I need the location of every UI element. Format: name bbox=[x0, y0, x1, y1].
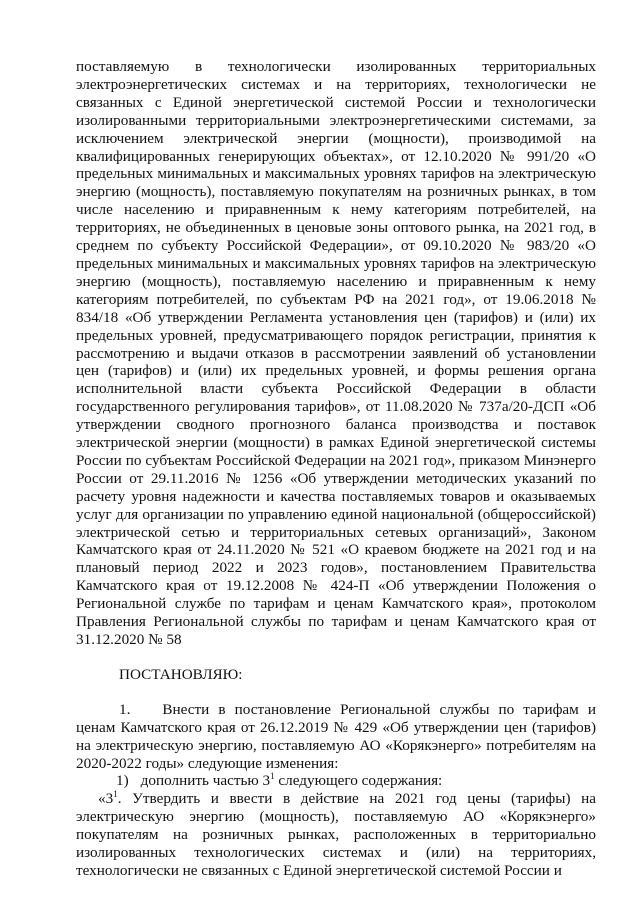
document-page bbox=[76, 58, 596, 880]
subitem-1-text-after: следующего содержания: bbox=[274, 772, 443, 790]
subitem-1-number: 1) bbox=[116, 772, 129, 790]
item-1-number: 1. bbox=[119, 700, 131, 718]
decree-heading: ПОСТАНОВЛЯЮ: bbox=[119, 665, 243, 683]
subitem-1-paragraph bbox=[76, 772, 596, 790]
quoted-part-superscript: 1 bbox=[113, 789, 118, 800]
quoted-part-open: «3 bbox=[98, 790, 114, 808]
quoted-part-text: . Утвердить и ввести в действие на 2021 год цены (тарифы) на электрическую энергию (мощность), поставляемую АО «Корякэнерго» покупателям на розничных рынках, расположенных в территориально изолированных технологических системах и (или) на территориях, технологически не связанных с Единой энергетической системой России и bbox=[76, 790, 596, 879]
item-1-text: Внести в постановление Региональной службы по тарифам и ценам Камчатского края от 26.12.2019 № 429 «Об утверждении цен (тарифов) на электрическую энергию, поставляемую АО «Корякэнерго» потребителям на 2020-2022 годы» следующие изменения: bbox=[76, 700, 596, 772]
quoted-part-paragraph bbox=[76, 790, 596, 880]
preamble-paragraph: поставляемую в технологически изолированных территориальных электроэнергетических системах и на территориях, технологически не связанных с Единой энергетической системой России и технологически изолированными территориальными электроэнергетическими системами, за исключением электрической энергии (мощности), производимой на квалифицированных генерирующих объектах», от 12.10.2020 № 991/20 «О предельных минимальных и максимальных уровнях тарифов на электрическую энергию (мощность), поставляемую покупателям на розничных рынках, в том числе населению и приравненным к нему категориям потребителей, на территориях, не объединенных в ценовые зоны оптового рынка, на 2021 год, в среднем по субъекту Российской Федерации», от 09.10.2020 № 983/20 «О предельных минимальных и максимальных уровнях тарифов на электрическую энергию (мощность), поставляемую населению и приравненным к нему категориям потребителей, по субъектам РФ на 2021 год», от 19.06.2018 № 834/18 «Об утверждении Регламента установления цен (тарифов) и (или) их предельных уровней, предусматривающего порядок регистрации, принятия к рассмотрению и выдачи отказов в рассмотрении заявлений об установлении цен (тарифов) и (или) их предельных уровней, и формы решения органа исполнительной власти субъекта Российской Федерации в области государственного регулирования тарифов», от 11.08.2020 № 737а/20-ДСП «Об утверждении сводного прогнозного баланса производства и поставок электрической энергии (мощности) в рамках Единой энергетической системы России по субъектам Российской Федерации на 2021 год», приказом Минэнерго России от 29.11.2016 № 1256 «Об утверждении методических указаний по расчету уровня надежности и качества поставляемых товаров и оказываемых услуг для организации по управлению единой национальной (общероссийской) электрической сетью и территориальных сетевых организаций», Законом Камчатского края от 24.11.2020 № 521 «О краевом бюджете на 2021 год и на плановый период 2022 и 2023 годов», постановлением Правительства Камчатского края от 19.12.2008 № 424-П «Об утверждении Положения о Региональной службе по тарифам и ценам Камчатского края», протоколом Правления Региональной службы по тарифам и ценам Камчатского края от 31.12.2020 № 58 bbox=[76, 58, 596, 648]
subitem-1-text-before: дополнить частью 3 bbox=[140, 772, 271, 790]
item-1-paragraph bbox=[76, 701, 596, 773]
subitem-1-superscript: 1 bbox=[270, 771, 275, 782]
